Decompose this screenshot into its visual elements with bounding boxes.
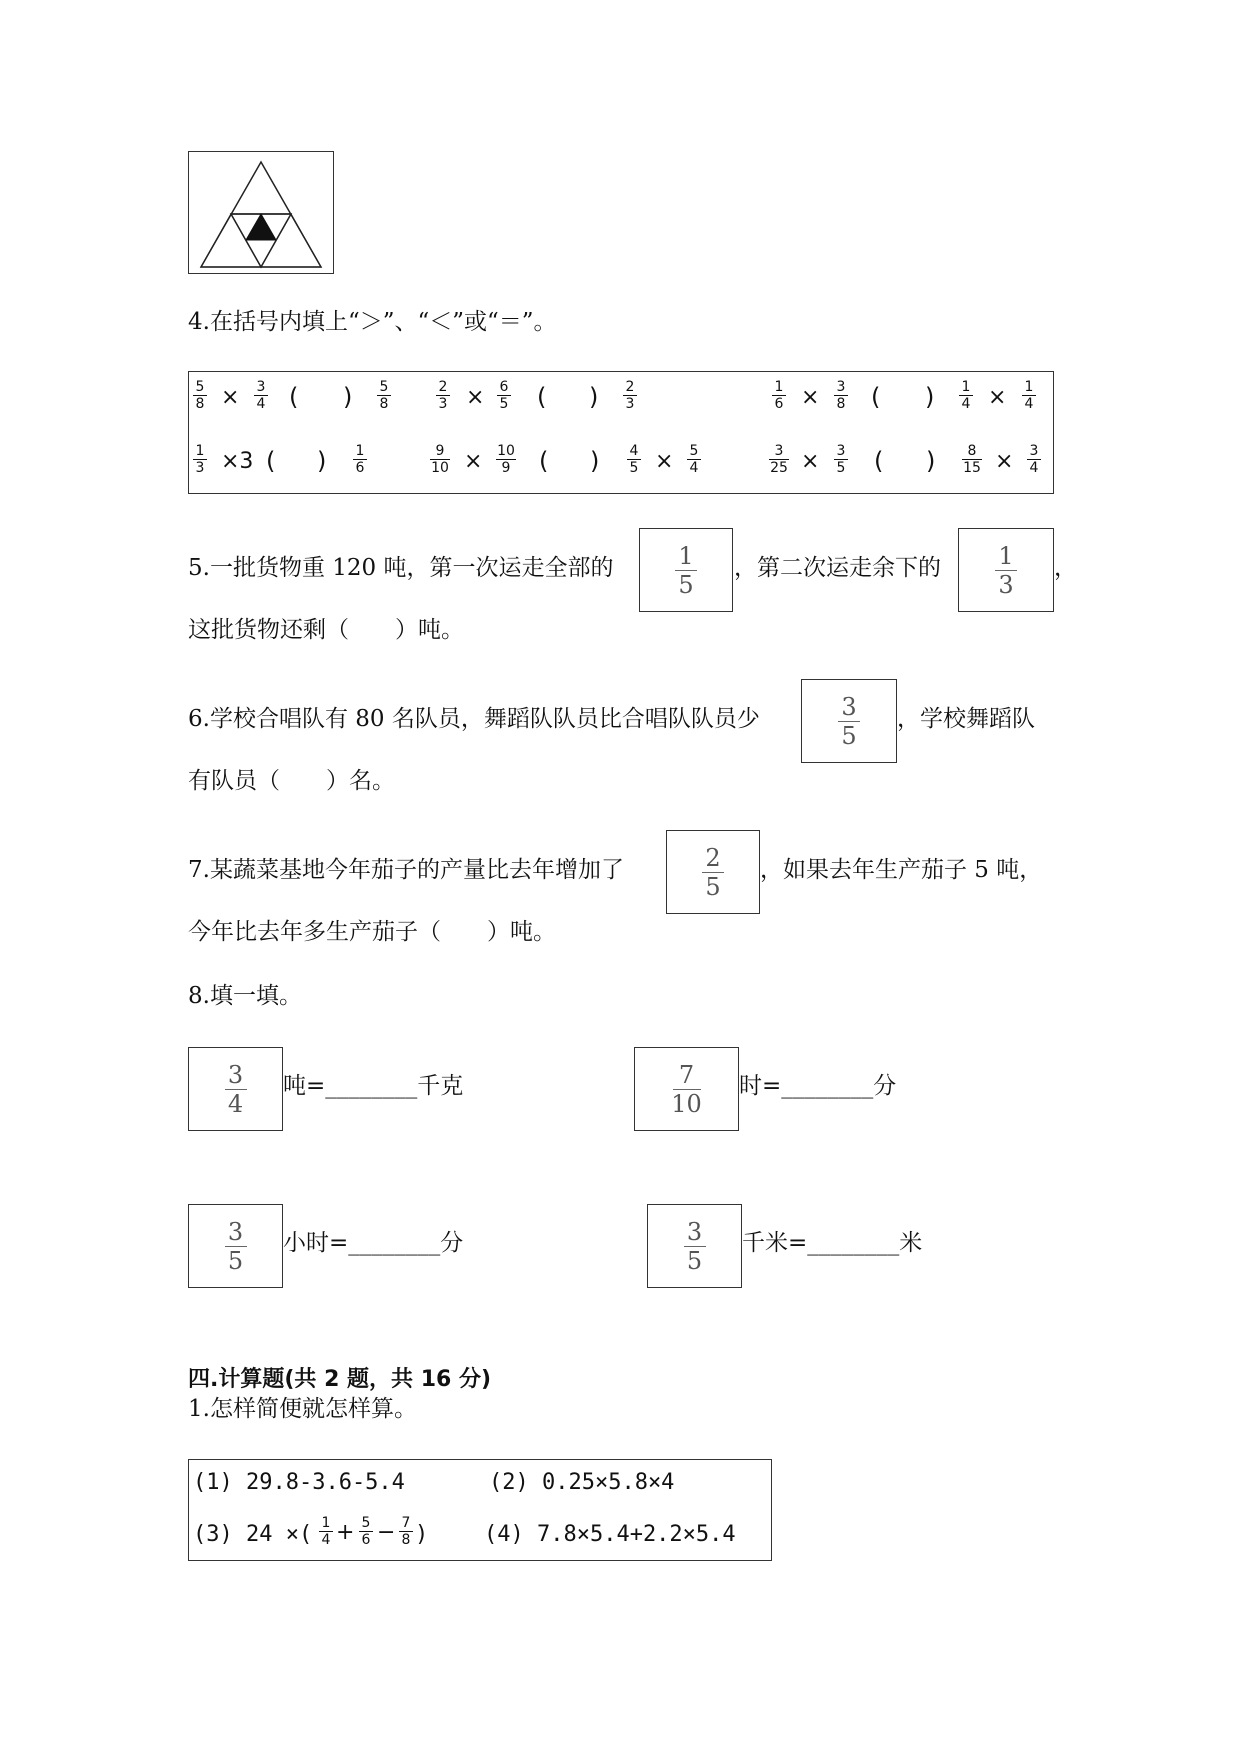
numerator: 5 [379, 379, 389, 395]
times-sign: × [995, 449, 1014, 474]
numerator: 1 [774, 379, 784, 395]
fraction-box [647, 1204, 742, 1288]
fraction [834, 444, 848, 475]
open-paren: ( [539, 447, 549, 475]
denominator: 5 [705, 872, 721, 901]
times-sign: × [801, 449, 820, 474]
fraction [254, 380, 268, 411]
fraction [627, 444, 641, 475]
numerator: 5 [195, 379, 205, 395]
numerator: 8 [967, 443, 977, 459]
q8-fill-blank-4[interactable]: 千米=________米 [742, 1230, 923, 1256]
q6-answer-line: 有队员（ ）名。 [188, 768, 395, 794]
q5-text-1: 5.一批货物重 120 吨，第一次运走全部的 [188, 555, 614, 581]
denominator: 4 [1024, 396, 1034, 412]
numerator: 10 [497, 443, 515, 459]
denominator: 25 [770, 460, 788, 476]
fraction [648, 1205, 741, 1287]
fraction [959, 380, 973, 411]
section4-q1-prompt: 1.怎样简便就怎样算。 [188, 1396, 417, 1422]
q6-text-1: 6.学校合唱队有 80 名队员，舞蹈队队员比合唱队队员少 [188, 706, 760, 732]
close-paren[interactable]: ) [589, 383, 599, 411]
close-paren[interactable]: ) [926, 447, 936, 475]
fraction [687, 444, 701, 475]
q6-text-2: ，学校舞蹈队 [897, 706, 1035, 732]
close-paren[interactable]: ) [317, 447, 327, 475]
q8-fill-blank-2[interactable]: 时=________分 [739, 1073, 897, 1099]
numerator: 3 [836, 379, 846, 395]
numerator: 1 [1024, 379, 1034, 395]
q5-text-2: ，第二次运走余下的 [734, 555, 941, 581]
numerator: 3 [774, 443, 784, 459]
denominator: 4 [321, 1532, 331, 1548]
denominator: 15 [963, 460, 981, 476]
fraction [959, 529, 1053, 611]
close-paren[interactable]: ) [343, 383, 353, 411]
q8-title: 8.填一填。 [188, 983, 302, 1009]
fraction [1027, 444, 1041, 475]
numerator: 1 [998, 541, 1014, 570]
open-paren: ( [871, 383, 881, 411]
denominator: 5 [629, 460, 639, 476]
denominator: 3 [625, 396, 635, 412]
times-sign: × [221, 385, 240, 410]
fraction [436, 380, 450, 411]
fraction [399, 1516, 413, 1547]
numerator: 3 [227, 1217, 244, 1246]
fraction [193, 380, 207, 411]
fraction [623, 380, 637, 411]
open-paren: ( [874, 447, 884, 475]
denominator: 4 [256, 396, 266, 412]
fraction-box [188, 1047, 283, 1131]
fraction-box [666, 830, 760, 914]
numerator: 5 [689, 443, 699, 459]
q8-fill-blank-3[interactable]: 小时=________分 [283, 1230, 464, 1256]
denominator: 5 [499, 396, 509, 412]
fraction-box [801, 679, 897, 763]
numerator: 2 [705, 843, 721, 872]
numerator: 3 [227, 1060, 244, 1089]
denominator: 6 [361, 1532, 371, 1548]
denominator: 8 [401, 1532, 411, 1548]
numerator: 1 [678, 541, 694, 570]
calc-item-2: (2) 0.25×5.8×4 [489, 1470, 675, 1495]
q7-text-1: 7.某蔬菜基地今年茄子的产量比去年增加了 [188, 857, 624, 883]
triangle-figure [188, 151, 334, 274]
denominator: 6 [355, 460, 365, 476]
close-paren[interactable]: ) [590, 447, 600, 475]
denominator: 4 [689, 460, 699, 476]
q4-comparison-table [188, 371, 1054, 494]
fraction [189, 1048, 282, 1130]
fraction-box [639, 528, 733, 612]
fraction [1022, 380, 1036, 411]
fraction [769, 444, 789, 475]
q8-fill-blank-1[interactable]: 吨=________千克 [283, 1073, 464, 1099]
fraction [667, 831, 759, 913]
times-sign: × [801, 385, 820, 410]
fraction [430, 444, 450, 475]
calculation-table [188, 1459, 772, 1561]
denominator: 8 [836, 396, 846, 412]
numerator: 2 [438, 379, 448, 395]
fraction [377, 380, 391, 411]
numerator: 3 [841, 692, 857, 721]
q4-prompt: 4.在括号内填上“＞”、“＜”或“＝”。 [188, 309, 557, 335]
numerator: 6 [499, 379, 509, 395]
denominator: 3 [195, 460, 205, 476]
denominator: 5 [836, 460, 846, 476]
fraction [193, 444, 207, 475]
open-paren: ( [266, 447, 276, 475]
fraction [319, 1516, 333, 1547]
fraction [359, 1516, 373, 1547]
denominator: 5 [686, 1246, 703, 1275]
numerator: 7 [401, 1515, 411, 1531]
fraction [635, 1048, 738, 1130]
fraction-box [958, 528, 1054, 612]
numerator: 7 [678, 1060, 695, 1089]
denominator: 5 [841, 721, 857, 750]
fraction [802, 680, 896, 762]
times-sign: × [464, 449, 483, 474]
denominator: 4 [1029, 460, 1039, 476]
fraction [496, 444, 516, 475]
plus-sign: + [336, 1520, 355, 1545]
calc-item-3-prefix: (3) 24 ×( [193, 1522, 313, 1547]
numerator: 2 [625, 379, 635, 395]
denominator: 8 [379, 396, 389, 412]
calc-item-3-close: ) [415, 1522, 429, 1547]
numerator: 9 [435, 443, 445, 459]
close-paren[interactable]: ) [925, 383, 935, 411]
nested-triangles-icon [189, 152, 333, 273]
numerator: 1 [195, 443, 205, 459]
section-heading: 四.计算题(共 2 题，共 16 分) [188, 1367, 492, 1392]
numerator: 3 [1029, 443, 1039, 459]
open-paren: ( [537, 383, 547, 411]
calc-item-1: (1) 29.8-3.6-5.4 [193, 1470, 405, 1495]
fraction [353, 444, 367, 475]
fraction [834, 380, 848, 411]
denominator: 3 [438, 396, 448, 412]
open-paren: ( [289, 383, 299, 411]
calc-item-4: (4) 7.8×5.4+2.2×5.4 [484, 1522, 736, 1547]
denominator: 6 [774, 396, 784, 412]
times-sign: × [466, 385, 485, 410]
fraction-box [188, 1204, 283, 1288]
q5-text-3: ， [1054, 555, 1077, 581]
times-three: ×3 [221, 449, 254, 474]
q5-answer-line: 这批货物还剩（ ）吨。 [188, 617, 464, 643]
fraction [189, 1205, 282, 1287]
fraction [962, 444, 982, 475]
numerator: 3 [686, 1217, 703, 1246]
numerator: 3 [836, 443, 846, 459]
numerator: 3 [256, 379, 266, 395]
denominator: 10 [671, 1089, 702, 1118]
q7-text-2: ，如果去年生产茄子 5 吨， [760, 857, 1043, 883]
denominator: 5 [678, 570, 694, 599]
numerator: 1 [355, 443, 365, 459]
denominator: 4 [961, 396, 971, 412]
q7-answer-line: 今年比去年多生产茄子（ ）吨。 [188, 919, 556, 945]
numerator: 1 [961, 379, 971, 395]
denominator: 9 [501, 460, 511, 476]
denominator: 4 [227, 1089, 244, 1118]
denominator: 10 [431, 460, 449, 476]
numerator: 5 [361, 1515, 371, 1531]
denominator: 8 [195, 396, 205, 412]
numerator: 4 [629, 443, 639, 459]
minus-sign: − [377, 1520, 396, 1545]
fraction [640, 529, 732, 611]
numerator: 1 [321, 1515, 331, 1531]
fraction [497, 380, 511, 411]
times-sign: × [988, 385, 1007, 410]
fraction [772, 380, 786, 411]
denominator: 3 [998, 570, 1014, 599]
times-sign: × [655, 449, 674, 474]
denominator: 5 [227, 1246, 244, 1275]
fraction-box [634, 1047, 739, 1131]
